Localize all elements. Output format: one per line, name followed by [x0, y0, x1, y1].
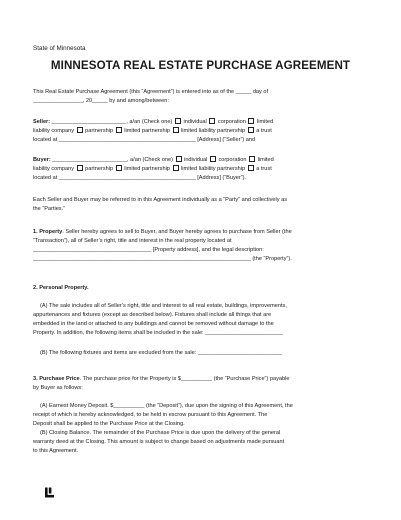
- purchase-price-field[interactable]: . The purchase price for the Property is $__________ (the “Purchase Price”) payable: [79, 376, 290, 382]
- buyer-partnership-checkbox[interactable]: [77, 165, 83, 171]
- seller-individual-label: individual: [181, 119, 209, 125]
- buyer-name-field[interactable]: ________________________, a/an (Check one): [50, 157, 175, 163]
- section3-b-line: to this Agreement.: [33, 447, 79, 454]
- excluded-items-field[interactable]: (B) The following fixtures and items are excluded from the sale: ___________________________: [40, 350, 282, 356]
- intro-line: This Real Estate Purchase Agreement (this “Agreement”) is entered into as of the _____ day of: [33, 89, 269, 95]
- seller-lp-checkbox[interactable]: [116, 127, 122, 133]
- buyer-llp-label: limited liability partnership: [179, 165, 247, 172]
- parties-line: the “Parties.”: [33, 205, 66, 212]
- seller-trust-checkbox[interactable]: [248, 127, 254, 133]
- section1-heading: 1. Property: [33, 229, 63, 235]
- buyer-block: [33, 156, 369, 183]
- included-items-field[interactable]: Property. In addition, the following items shall be included in the sale: _________________________: [33, 329, 283, 336]
- buyer-individual-label: individual: [182, 157, 209, 163]
- buyer-lp-label: limited partnership: [122, 165, 172, 172]
- document-title: MINNESOTA REAL ESTATE PURCHASE AGREEMENT: [50, 59, 351, 72]
- parties-paragraph: [33, 196, 369, 214]
- seller-label: Seller:: [33, 119, 51, 125]
- section3-a: [33, 402, 369, 455]
- section2-heading: 2. Personal Property: [33, 285, 87, 291]
- section2-a-line: appurtenances and fixtures (except as described below). Fixtures shall include all things that are: [33, 311, 272, 318]
- section3-a-line: Deposit shall be applied to the Purchase Price at the Closing.: [33, 420, 185, 427]
- seller-corporation-label: corporation: [216, 119, 248, 125]
- section3-b-line: (B) Closing Balance. The remainder of the Purchase Price is due upon the delivery of the general: [40, 429, 281, 436]
- seller-individual-checkbox[interactable]: [175, 118, 181, 124]
- section2-a-line: embedded in the land or attached to any buildings and cannot be removed without damage to the: [33, 320, 274, 327]
- buyer-corporation-label: corporation: [216, 157, 249, 163]
- seller-lp-label: limited partnership: [122, 127, 172, 134]
- buyer-trust-checkbox[interactable]: [248, 165, 254, 171]
- section2-heading-end: .: [87, 285, 89, 291]
- buyer-partnership-label: partnership: [83, 165, 115, 172]
- seller-partnership-label: partnership: [83, 127, 115, 134]
- section1-text: “Transaction”), all of Seller’s right, title and interest in the real property located at: [33, 237, 232, 244]
- section3-a-line: receipt of which is hereby acknowledged, to be held in escrow pursuant to this Agreement. The: [33, 411, 268, 418]
- brand-logo-icon: [44, 487, 55, 498]
- deposit-field[interactable]: (A) Earnest Money Deposit. $__________ (the “Deposit”), due upon the signing of this Agreement, the: [40, 403, 293, 409]
- section2-b: [33, 349, 369, 358]
- section1-text: . Seller hereby agrees to sell to Buyer, and Buyer hereby agrees to purchase from Seller (the: [62, 229, 292, 235]
- section-purchase-price: [33, 375, 369, 393]
- seller-limited-label: limited: [255, 119, 274, 125]
- buyer-llp-checkbox[interactable]: [173, 165, 179, 171]
- section3-text: by Buyer as follows:: [33, 384, 83, 391]
- seller-llp-label: limited liability partnership: [179, 127, 247, 134]
- buyer-llc-label: liability company: [33, 165, 76, 172]
- state-label: State of Minnesota: [33, 45, 86, 52]
- section3-heading: 3. Purchase Price: [33, 376, 80, 382]
- parties-line: Each Seller and Buyer may be referred to in this Agreement individually as a “Party” and collectively as: [33, 197, 288, 203]
- seller-llp-checkbox[interactable]: [173, 127, 179, 133]
- section2-a-line: (A) The sale includes all of Seller’s right, title and interest to all real estate, buildings, improvements,: [40, 303, 287, 309]
- legal-description-field[interactable]: ______________________________________________________________________ (the “Property”).: [33, 255, 292, 262]
- buyer-limited-label: limited: [256, 157, 274, 163]
- seller-partnership-checkbox[interactable]: [77, 127, 83, 133]
- property-address-field[interactable]: ______________________________________ [Property address], and the legal description:: [33, 246, 264, 253]
- section-property: [33, 228, 369, 264]
- section-personal-property: [33, 284, 369, 293]
- intro-line: ________________, 20_____ by and among/between:: [33, 97, 169, 104]
- intro-paragraph: [33, 88, 369, 106]
- seller-llc-checkbox[interactable]: [248, 118, 254, 124]
- seller-address-line[interactable]: located at ____________________________________________ [Address] (“Seller”) and: [33, 136, 256, 143]
- buyer-individual-checkbox[interactable]: [176, 156, 182, 162]
- buyer-address-line[interactable]: located at ____________________________________________ [Address] (“Buyer”).: [33, 174, 247, 181]
- seller-corporation-checkbox[interactable]: [209, 118, 215, 124]
- buyer-label: Buyer:: [33, 157, 51, 163]
- seller-name-field[interactable]: ________________________, a/an (Check one): [50, 119, 174, 125]
- buyer-lp-checkbox[interactable]: [116, 165, 122, 171]
- buyer-llc-checkbox[interactable]: [249, 156, 255, 162]
- section3-b-line: warranty deed at the Closing. This amount is subject to change based on adjustments made pursuant: [33, 438, 285, 445]
- section2-a: [33, 302, 369, 338]
- seller-llc-label: liability company: [33, 127, 76, 134]
- seller-trust-label: a trust: [254, 127, 272, 134]
- seller-block: [33, 118, 369, 145]
- buyer-corporation-checkbox[interactable]: [210, 156, 216, 162]
- buyer-trust-label: a trust: [254, 165, 272, 172]
